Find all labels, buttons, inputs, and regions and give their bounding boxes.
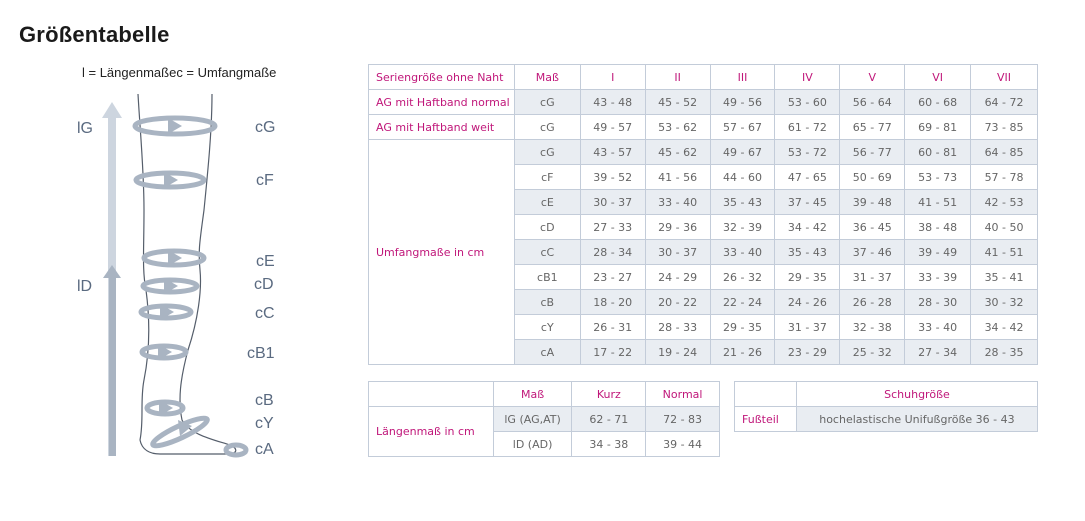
- mass-cell: cB: [514, 290, 580, 315]
- value-cell: 41 - 51: [905, 190, 971, 215]
- value-cell: 39 - 49: [905, 240, 971, 265]
- label-cC: cC: [255, 305, 275, 322]
- header-cell: VII: [971, 65, 1038, 90]
- value-cell: 53 - 72: [775, 140, 840, 165]
- label-cD: cD: [254, 276, 274, 293]
- header-cell-empty: [735, 382, 797, 407]
- table-header-row: [369, 65, 1038, 90]
- value-cell: 31 - 37: [775, 315, 840, 340]
- value-cell: 56 - 77: [840, 140, 905, 165]
- leg-diagram: [60, 90, 320, 470]
- value-cell: 28 - 33: [645, 315, 710, 340]
- table-header-row: [369, 382, 720, 407]
- value-cell: 39 - 44: [646, 432, 720, 457]
- value-cell: 49 - 56: [710, 90, 775, 115]
- value-cell: 24 - 29: [645, 265, 710, 290]
- table-header-row: [735, 382, 1038, 407]
- header-cell: VI: [905, 65, 971, 90]
- mass-cell: cC: [514, 240, 580, 265]
- header-cell: II: [645, 65, 710, 90]
- mass-cell: lG (AG,AT): [493, 407, 572, 432]
- label-cA: cA: [255, 441, 274, 458]
- value-cell: 29 - 35: [710, 315, 775, 340]
- value-cell: 33 - 39: [905, 265, 971, 290]
- value-cell: 27 - 34: [905, 340, 971, 365]
- shoe-size-table: [734, 381, 1038, 432]
- value-cell: 73 - 85: [971, 115, 1038, 140]
- value-cell: 69 - 81: [905, 115, 971, 140]
- value-cell: 44 - 60: [710, 165, 775, 190]
- value-cell: 33 - 40: [645, 190, 710, 215]
- value-cell: 49 - 67: [710, 140, 775, 165]
- mass-cell: cY: [514, 315, 580, 340]
- value-cell: 34 - 42: [971, 315, 1038, 340]
- value-cell: 23 - 29: [775, 340, 840, 365]
- value-cell: 33 - 40: [710, 240, 775, 265]
- group-label: Umfangmaße in cm: [369, 140, 515, 365]
- value-cell: 25 - 32: [840, 340, 905, 365]
- mass-cell: cB1: [514, 265, 580, 290]
- leg-outline-icon: [60, 90, 320, 470]
- value-cell: 30 - 32: [971, 290, 1038, 315]
- value-cell: 45 - 62: [645, 140, 710, 165]
- label-cE: cE: [256, 253, 275, 270]
- value-cell: 37 - 45: [775, 190, 840, 215]
- value-cell: 41 - 56: [645, 165, 710, 190]
- value-cell: 72 - 83: [646, 407, 720, 432]
- header-cell: Schuhgröße: [796, 382, 1037, 407]
- value-cell: 38 - 48: [905, 215, 971, 240]
- table-row: [369, 115, 1038, 140]
- value-cell: 23 - 27: [580, 265, 645, 290]
- mass-cell: cG: [514, 140, 580, 165]
- value-cell: 40 - 50: [971, 215, 1038, 240]
- group-label: Längenmaß in cm: [369, 407, 494, 457]
- label-cY: cY: [255, 415, 274, 432]
- mass-cell: cA: [514, 340, 580, 365]
- value-cell: 64 - 72: [971, 90, 1038, 115]
- header-cell: IV: [775, 65, 840, 90]
- value-cell: 41 - 51: [971, 240, 1038, 265]
- value-cell: 35 - 41: [971, 265, 1038, 290]
- value-cell: 29 - 36: [645, 215, 710, 240]
- value-cell: 27 - 33: [580, 215, 645, 240]
- label-cG: cG: [255, 119, 276, 136]
- value-cell: 21 - 26: [710, 340, 775, 365]
- value-cell: 39 - 52: [580, 165, 645, 190]
- circumference-arrow-icon: [135, 118, 246, 455]
- value-cell: hochelastische Unifußgröße 36 - 43: [796, 407, 1037, 432]
- label-cF: cF: [256, 172, 274, 189]
- value-cell: 33 - 40: [905, 315, 971, 340]
- value-cell: 37 - 46: [840, 240, 905, 265]
- value-cell: 22 - 24: [710, 290, 775, 315]
- header-cell: Maß: [514, 65, 580, 90]
- value-cell: 36 - 45: [840, 215, 905, 240]
- value-cell: 18 - 20: [580, 290, 645, 315]
- table-row: [369, 407, 720, 432]
- mass-cell: cF: [514, 165, 580, 190]
- value-cell: 53 - 73: [905, 165, 971, 190]
- header-cell: Maß: [493, 382, 572, 407]
- value-cell: 32 - 38: [840, 315, 905, 340]
- row-label: Fußteil: [735, 407, 797, 432]
- value-cell: 57 - 78: [971, 165, 1038, 190]
- header-cell: Seriengröße ohne Naht: [369, 65, 515, 90]
- length-table: [368, 381, 720, 457]
- row-label: AG mit Haftband weit: [369, 115, 515, 140]
- value-cell: 28 - 34: [580, 240, 645, 265]
- value-cell: 26 - 31: [580, 315, 645, 340]
- value-cell: 53 - 60: [775, 90, 840, 115]
- value-cell: 32 - 39: [710, 215, 775, 240]
- value-cell: 62 - 71: [572, 407, 646, 432]
- value-cell: 20 - 22: [645, 290, 710, 315]
- value-cell: 60 - 81: [905, 140, 971, 165]
- label-cB: cB: [255, 392, 274, 409]
- value-cell: 35 - 43: [710, 190, 775, 215]
- value-cell: 60 - 68: [905, 90, 971, 115]
- table-row: [735, 407, 1038, 432]
- mass-cell: cG: [514, 115, 580, 140]
- value-cell: 29 - 35: [775, 265, 840, 290]
- value-cell: 56 - 64: [840, 90, 905, 115]
- value-cell: 34 - 38: [572, 432, 646, 457]
- header-cell: Kurz: [572, 382, 646, 407]
- mass-cell: cE: [514, 190, 580, 215]
- header-cell: V: [840, 65, 905, 90]
- header-cell: Normal: [646, 382, 720, 407]
- value-cell: 42 - 53: [971, 190, 1038, 215]
- value-cell: 43 - 57: [580, 140, 645, 165]
- table-row: [369, 140, 1038, 165]
- value-cell: 30 - 37: [580, 190, 645, 215]
- value-cell: 43 - 48: [580, 90, 645, 115]
- value-cell: 24 - 26: [775, 290, 840, 315]
- value-cell: 45 - 52: [645, 90, 710, 115]
- mass-cell: lD (AD): [493, 432, 572, 457]
- value-cell: 31 - 37: [840, 265, 905, 290]
- value-cell: 57 - 67: [710, 115, 775, 140]
- value-cell: 34 - 42: [775, 215, 840, 240]
- header-cell: III: [710, 65, 775, 90]
- value-cell: 64 - 85: [971, 140, 1038, 165]
- mass-cell: cD: [514, 215, 580, 240]
- size-table: [368, 64, 1038, 365]
- value-cell: 65 - 77: [840, 115, 905, 140]
- value-cell: 28 - 30: [905, 290, 971, 315]
- arrow-up-icon: [103, 265, 121, 456]
- label-cB1: cB1: [247, 345, 275, 362]
- value-cell: 19 - 24: [645, 340, 710, 365]
- value-cell: 53 - 62: [645, 115, 710, 140]
- mass-cell: cG: [514, 90, 580, 115]
- legend-text: l = Längenmaßec = Umfangmaße: [82, 65, 277, 80]
- value-cell: 17 - 22: [580, 340, 645, 365]
- value-cell: 61 - 72: [775, 115, 840, 140]
- label-lD: lD: [77, 278, 93, 295]
- value-cell: 50 - 69: [840, 165, 905, 190]
- value-cell: 35 - 43: [775, 240, 840, 265]
- value-cell: 26 - 32: [710, 265, 775, 290]
- header-cell: I: [580, 65, 645, 90]
- header-cell-empty: [369, 382, 494, 407]
- value-cell: 28 - 35: [971, 340, 1038, 365]
- page-title: Größentabelle: [19, 22, 170, 47]
- value-cell: 39 - 48: [840, 190, 905, 215]
- table-row: [369, 90, 1038, 115]
- label-lG: lG: [77, 120, 93, 137]
- row-label: AG mit Haftband normal: [369, 90, 515, 115]
- value-cell: 47 - 65: [775, 165, 840, 190]
- value-cell: 26 - 28: [840, 290, 905, 315]
- value-cell: 49 - 57: [580, 115, 645, 140]
- value-cell: 30 - 37: [645, 240, 710, 265]
